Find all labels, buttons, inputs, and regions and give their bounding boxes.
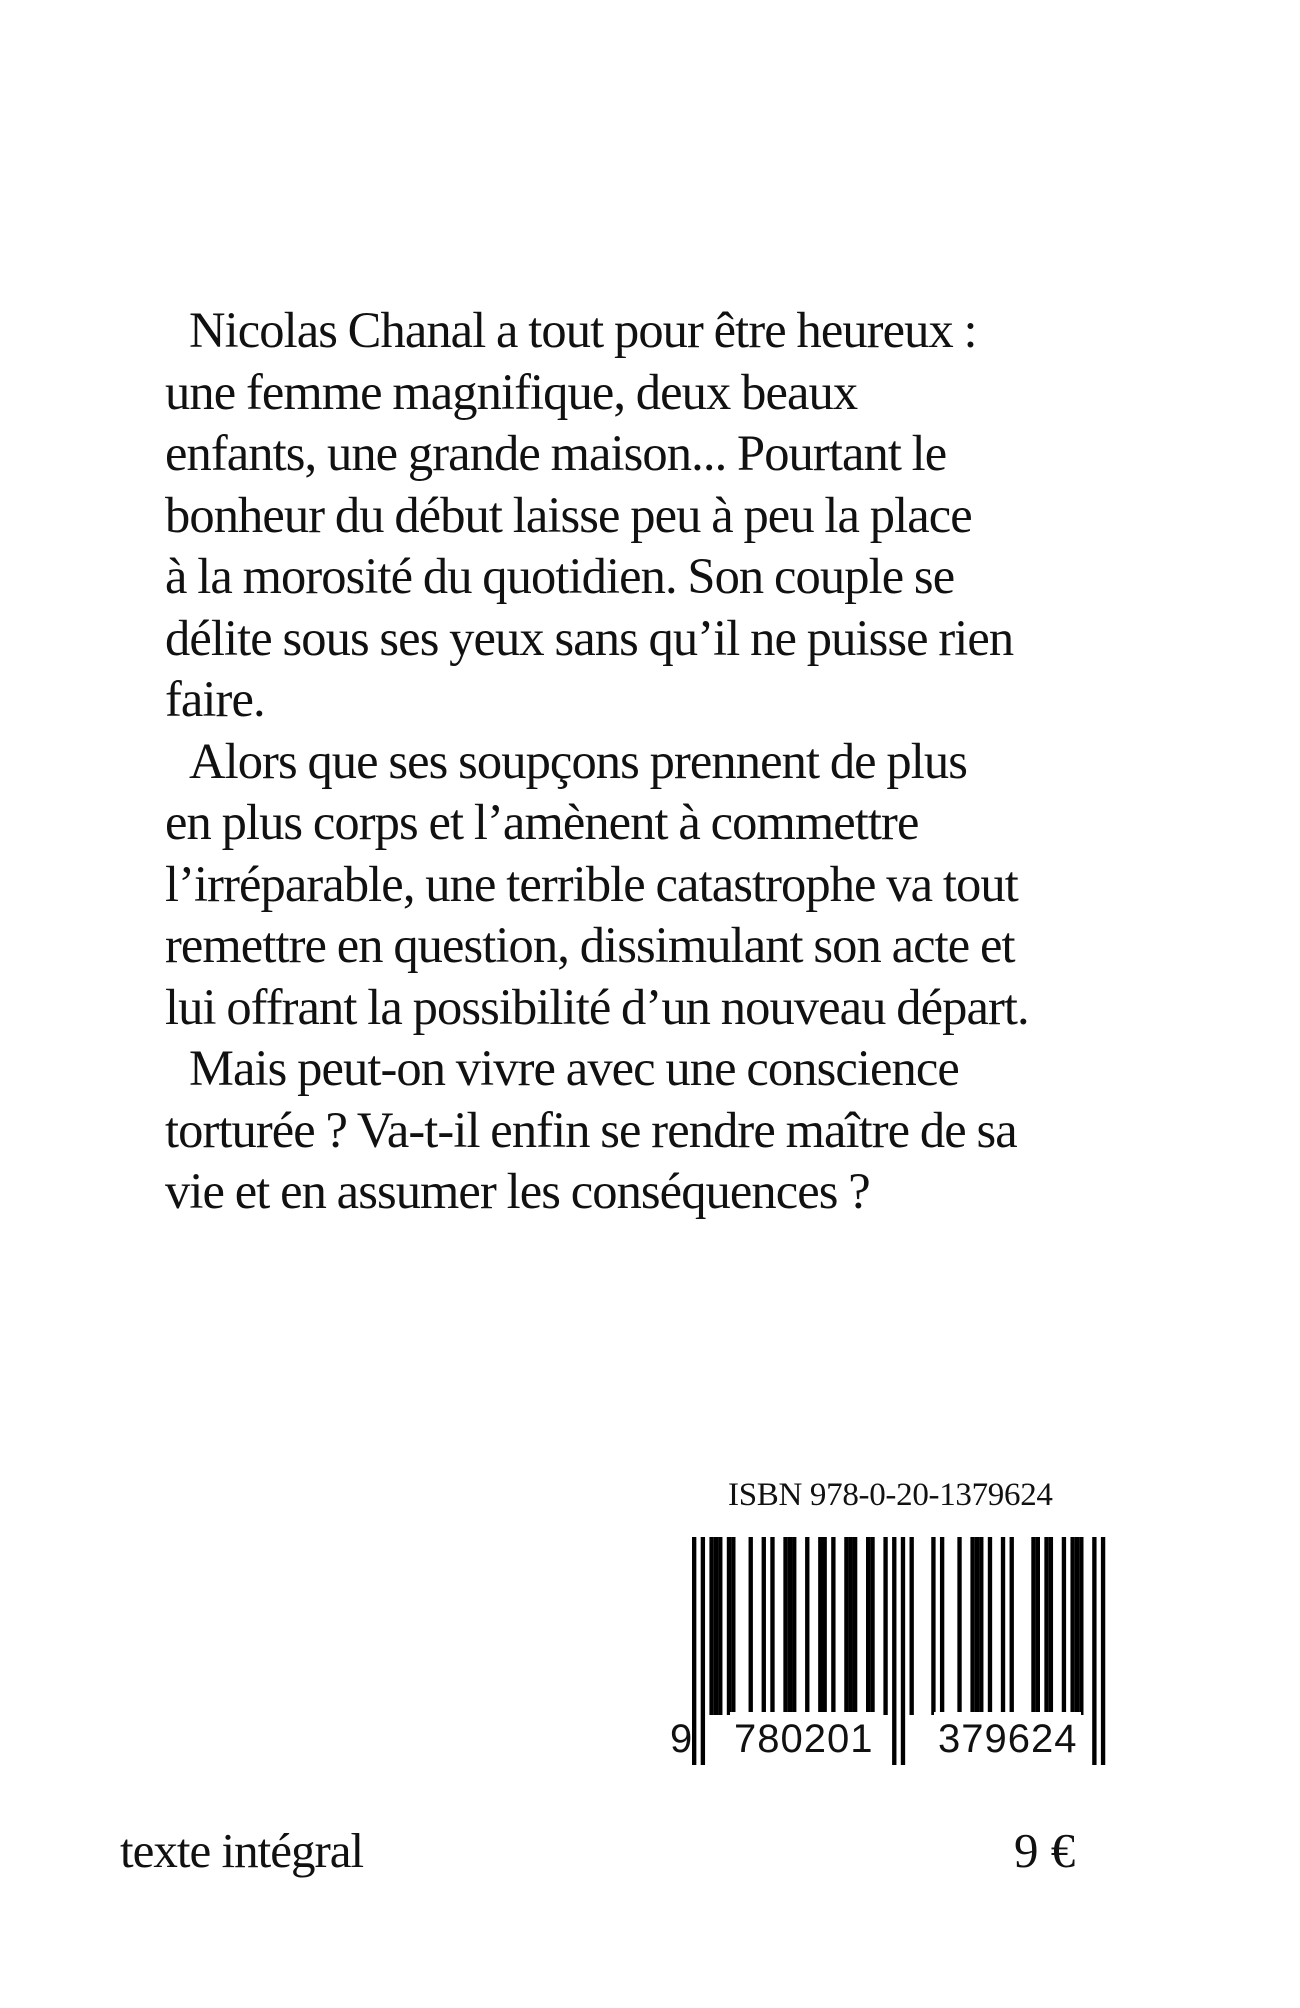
blurb-paragraph-2 (165, 731, 1125, 1039)
barcode-bar (849, 1537, 853, 1715)
barcode-bar (749, 1537, 753, 1715)
barcode-bar (910, 1537, 914, 1715)
blurb-line: bonheur du début laisse peu à peu la place (165, 486, 972, 543)
blurb-line: Nicolas Chanal a tout pour être heureux : (189, 302, 977, 358)
blurb-line: faire. (165, 671, 265, 727)
barcode-bar (940, 1537, 944, 1715)
barcode-bar (844, 1537, 848, 1715)
barcode-bar (1044, 1537, 1048, 1715)
barcode-bar (1001, 1537, 1005, 1715)
barcode-bar (883, 1537, 887, 1715)
blurb-line: lui offrant la possibilité d’un nouveau départ. (165, 978, 1029, 1035)
barcode-digits-right-group: 379624 (934, 1712, 1081, 1766)
barcode-bar (975, 1537, 979, 1715)
barcode-digits-left-group: 780201 (730, 1712, 877, 1766)
barcode-bar (731, 1537, 735, 1715)
blurb-paragraph-1 (165, 300, 1125, 731)
blurb-line: enfants, une grande maison... Pourtant le (165, 425, 947, 481)
barcode-bar (988, 1537, 992, 1715)
barcode-digit-prefix: 9 (670, 1712, 692, 1766)
barcode-bar (831, 1537, 835, 1715)
barcode-bar (1079, 1537, 1083, 1715)
price-label: 9 € (1014, 1823, 1076, 1878)
back-cover-blurb (165, 300, 1125, 1223)
barcode-bar (870, 1537, 874, 1715)
barcode-bar (714, 1537, 718, 1715)
barcode-bar (1031, 1537, 1035, 1715)
barcode-bar (770, 1537, 774, 1715)
blurb-line: l’irréparable, une terrible catastrophe va tout (165, 855, 1018, 912)
barcode-bar (727, 1537, 731, 1715)
barcode-bar (970, 1537, 974, 1715)
barcode-digits (670, 1712, 1106, 1766)
barcode-bar (818, 1537, 822, 1715)
blurb-line: à la morosité du quotidien. Son couple se (165, 548, 955, 604)
barcode-bar (1036, 1537, 1040, 1715)
blurb-line: vie et en assumer les conséquences ? (165, 1163, 870, 1219)
blurb-line: Mais peut-on vivre avec une conscience (189, 1040, 959, 1096)
edition-note: texte intégral (120, 1823, 364, 1878)
barcode-bar (718, 1537, 722, 1715)
barcode-bar (1070, 1537, 1074, 1715)
barcode-bar (823, 1537, 827, 1715)
blurb-line: torturée ? Va-t-il enfin se rendre maître de sa (165, 1101, 1017, 1158)
barcode-bar (783, 1537, 787, 1715)
blurb-line: en plus corps et l’amènent à commettre (165, 794, 919, 850)
barcode-bar (1075, 1537, 1079, 1715)
barcode-bar (866, 1537, 870, 1715)
blurb-line: Alors que ses soupçons prennent de plus (189, 732, 967, 789)
barcode-bar (957, 1537, 961, 1715)
blurb-paragraph-3 (165, 1038, 1125, 1223)
barcode-bar (979, 1537, 983, 1715)
blurb-line: délite sous ses yeux sans qu’il ne puisse rien (165, 609, 1014, 666)
barcode-bar (805, 1537, 809, 1715)
barcode-bar (931, 1537, 935, 1715)
barcode-bar (853, 1537, 857, 1715)
barcode-bar (1010, 1537, 1014, 1715)
blurb-line: remettre en question, dissimulant son acte et (165, 917, 1015, 973)
barcode-bar (788, 1537, 792, 1715)
barcode-bar (709, 1537, 713, 1715)
blurb-line: une femme magnifique, deux beaux (165, 363, 858, 420)
barcode-bar (1062, 1537, 1066, 1715)
barcode-bar (1049, 1537, 1053, 1715)
barcode-bar (762, 1537, 766, 1715)
barcode-bar (792, 1537, 796, 1715)
isbn-label: ISBN 978-0-20-1379624 (728, 1477, 1053, 1513)
